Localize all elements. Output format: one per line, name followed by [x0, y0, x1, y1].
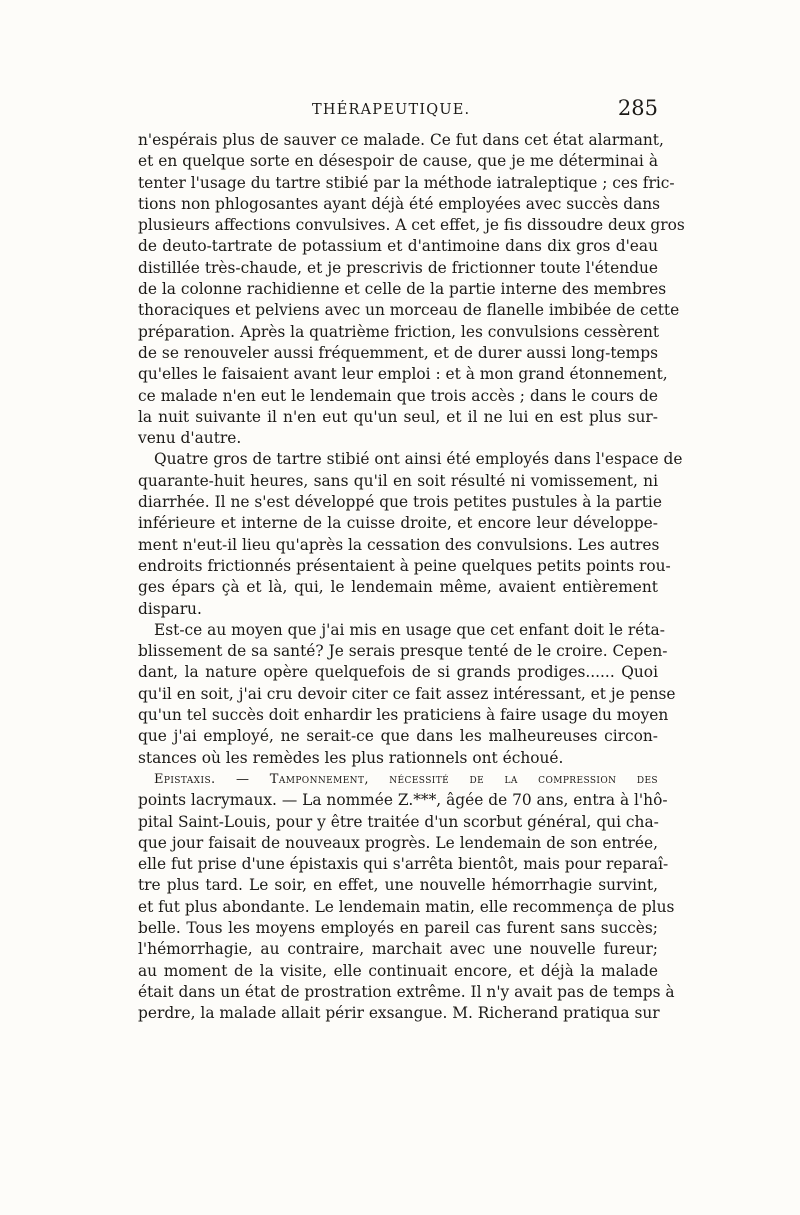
- text-line: la nuit suivante il n'en eut qu'un seul, et il ne lui en est plus sur-: [138, 407, 658, 426]
- text-line: dant, la nature opère quelquefois de si grands prodiges...... Quoi: [138, 663, 658, 682]
- text-line: au moment de la visite, elle continuait encore, et déjà la malade: [138, 961, 658, 980]
- text-line: Quatre gros de tartre stibié ont ainsi été employés dans l'espace de: [154, 450, 683, 469]
- text-line: plusieurs affections convulsives. A cet effet, je fis dissoudre deux gros: [138, 216, 685, 235]
- text-line: thoraciques et pelviens avec un morceau de flanelle imbibée de cette: [138, 301, 680, 320]
- text-line: distillée très-chaude, et je prescrivis de frictionner toute l'étendue: [138, 258, 658, 277]
- text-line: perdre, la malade allait périr exsangue. M. Richerand pratiqua sur: [138, 1004, 660, 1023]
- running-head: THÉRAPEUTIQUE.: [312, 102, 471, 118]
- text-line: inférieure et interne de la cuisse droite, et encore leur développe-: [138, 514, 658, 533]
- text-line: venu d'autre.: [138, 429, 242, 448]
- text-line: tre plus tard. Le soir, en effet, une nouvelle hémorrhagie survint,: [138, 876, 658, 895]
- text-line: diarrhée. Il ne s'est développé que trois petites pustules à la partie: [138, 493, 662, 512]
- text-line: elle fut prise d'une épistaxis qui s'arrêta bientôt, mais pour reparaî-: [138, 855, 669, 874]
- page-header: [138, 96, 658, 124]
- text-line: de la colonne rachidienne et celle de la partie interne des membres: [138, 280, 667, 299]
- text-line: Est-ce au moyen que j'ai mis en usage que cet enfant doit le réta-: [154, 620, 665, 639]
- text-line: ges épars çà et là, qui, le lendemain même, avaient entièrement: [138, 578, 658, 597]
- body-text: [138, 130, 685, 1024]
- section-heading: Epistaxis. — Tamponnement, nécessité de la compression des: [154, 771, 658, 787]
- text-line: belle. Tous les moyens employés en pareil cas furent sans succès;: [138, 918, 658, 937]
- text-line: l'hémorrhagie, au contraire, marchait avec une nouvelle fureur;: [138, 940, 658, 959]
- text-line: tenter l'usage du tartre stibié par la méthode iatraleptique ; ces fric-: [138, 173, 675, 192]
- text-line: qu'elles le faisaient avant leur emploi : et à mon grand étonnement,: [138, 365, 668, 384]
- text-line: tions non phlogosantes ayant déjà été employées avec succès dans: [138, 194, 661, 213]
- text-line: disparu.: [138, 599, 202, 618]
- text-line: points lacrymaux. — La nommée Z.***, âgée de 70 ans, entra à l'hô-: [138, 791, 668, 810]
- text-line: endroits frictionnés présentaient à peine quelques petits points rou-: [138, 556, 671, 575]
- text-line: était dans un état de prostration extrême. Il n'y avait pas de temps à: [138, 982, 675, 1001]
- text-line: blissement de sa santé? Je serais presque tenté de le croire. Cepen-: [138, 642, 668, 661]
- text-line: et en quelque sorte en désespoir de cause, que je me déterminai à: [138, 152, 658, 171]
- text-line: pital Saint-Louis, pour y être traitée d'un scorbut général, qui cha-: [138, 812, 659, 831]
- text-line: n'espérais plus de sauver ce malade. Ce fut dans cet état alarmant,: [138, 131, 664, 149]
- text-line: de se renouveler aussi fréquemment, et de durer aussi long-temps: [138, 343, 658, 362]
- text-line: stances où les remèdes les plus rationnels ont échoué.: [138, 748, 564, 767]
- text-line: de deuto-tartrate de potassium et d'antimoine dans dix gros d'eau: [138, 237, 658, 256]
- text-line: préparation. Après la quatrième friction, les convulsions cessèrent: [138, 322, 660, 341]
- text-line: qu'un tel succès doit enhardir les praticiens à faire usage du moyen: [138, 706, 669, 725]
- text-line: que jour faisait de nouveaux progrès. Le lendemain de son entrée,: [138, 833, 658, 852]
- page-number: 285: [617, 96, 658, 120]
- text-line: et fut plus abondante. Le lendemain matin, elle recommença de plus: [138, 897, 675, 916]
- text-line: qu'il en soit, j'ai cru devoir citer ce fait assez intéressant, et je pense: [138, 684, 676, 703]
- text-line: quarante-huit heures, sans qu'il en soit résulté ni vomissement, ni: [138, 471, 658, 490]
- text-line: ment n'eut-il lieu qu'après la cessation des convulsions. Les autres: [138, 535, 660, 554]
- text-line: ce malade n'en eut le lendemain que trois accès ; dans le cours de: [138, 386, 658, 405]
- text-line: que j'ai employé, ne serait-ce que dans les malheureuses circon-: [138, 727, 658, 746]
